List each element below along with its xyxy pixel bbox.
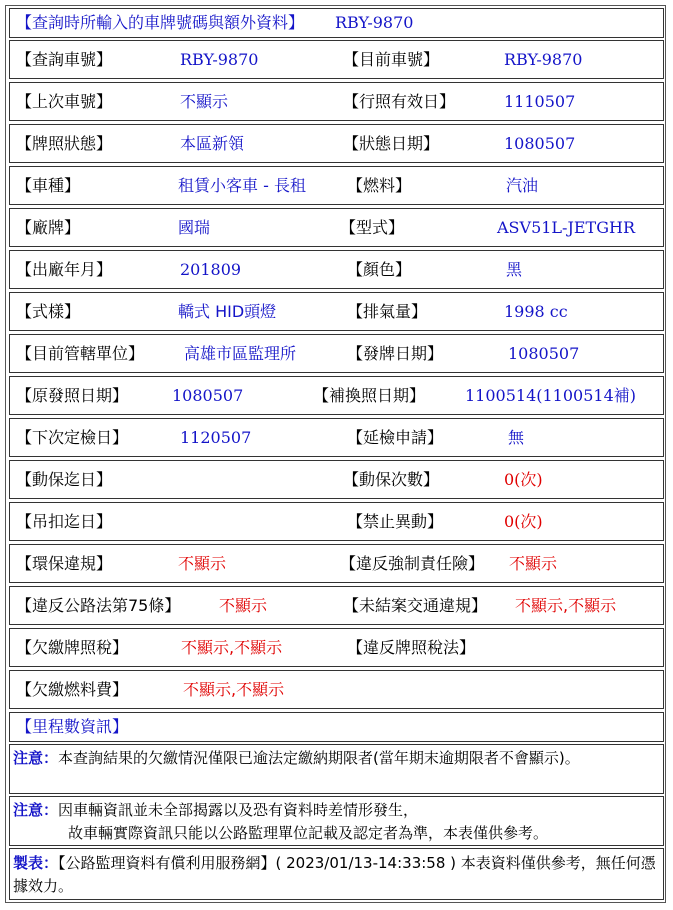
label-environmental: 【環保違規】 — [16, 554, 113, 573]
label-unresolved-violations: 【未結案交通違規】 — [343, 596, 488, 615]
value-reissue-date: 1100514(1100514補) — [465, 386, 637, 405]
row-plate-status — [9, 124, 664, 163]
value-color: 黑 — [506, 260, 523, 279]
label-license-tax: 【欠繳牌照稅】 — [16, 638, 129, 657]
row-suspension-expiry — [9, 502, 664, 541]
note1-label: 注意： — [13, 749, 59, 767]
row-environmental — [9, 544, 664, 583]
value-original-issue: 1080507 — [172, 386, 244, 405]
note-arrears — [9, 744, 664, 794]
value-compulsory-insurance: 不顯示 — [509, 554, 558, 573]
label-issue-date: 【發牌日期】 — [347, 344, 444, 363]
label-chattel-count: 【動保次數】 — [343, 470, 440, 489]
label-vehicle-type: 【車種】 — [16, 176, 81, 195]
value-transfer-ban: 0(次) — [504, 512, 543, 531]
label-previous-plate: 【上次車號】 — [16, 92, 113, 111]
row-body-style — [9, 292, 664, 331]
value-previous-plate: 不顯示 — [180, 92, 229, 111]
row-vehicle-type — [9, 166, 664, 205]
value-manufacture-date: 201809 — [180, 260, 242, 279]
label-chattel-expiry: 【動保迄日】 — [16, 470, 113, 489]
label-original-issue: 【原發照日期】 — [16, 386, 129, 405]
note2-label: 注意： — [13, 801, 59, 819]
label-brand: 【廠牌】 — [16, 218, 81, 237]
row-plate — [9, 40, 664, 79]
header-row — [9, 8, 664, 38]
value-current-plate: RBY-9870 — [504, 50, 583, 69]
label-color: 【顏色】 — [347, 260, 412, 279]
header-title: 【查詢時所輸入的車牌號碼與額外資料】 — [16, 13, 305, 32]
label-plate-status: 【牌照狀態】 — [16, 134, 113, 153]
value-fuel-fee: 不顯示,不顯示 — [183, 680, 285, 699]
label-suspension-expiry: 【吊扣迄日】 — [16, 512, 113, 531]
label-body-style: 【式樣】 — [16, 302, 81, 321]
value-displacement: 1998 cc — [504, 302, 568, 321]
value-model: ASV51L-JETGHR — [497, 218, 636, 237]
label-compulsory-insurance: 【違反強制責任險】 — [340, 554, 485, 573]
label-fuel-fee: 【欠繳燃料費】 — [16, 680, 129, 699]
value-next-inspection: 1120507 — [180, 428, 252, 447]
value-issue-date: 1080507 — [508, 344, 580, 363]
value-unresolved-violations: 不顯示,不顯示 — [515, 596, 617, 615]
value-environmental: 不顯示 — [178, 554, 227, 573]
label-manufacture-date: 【出廠年月】 — [16, 260, 113, 279]
label-license-tax-law: 【違反牌照稅法】 — [347, 638, 476, 657]
label-model: 【型式】 — [340, 218, 405, 237]
label-next-inspection: 【下次定檢日】 — [16, 428, 129, 447]
value-license-tax: 不顯示,不顯示 — [181, 638, 283, 657]
value-license-valid: 1110507 — [504, 92, 576, 111]
row-chattel-expiry — [9, 460, 664, 499]
label-fuel: 【燃料】 — [347, 176, 412, 195]
row-jurisdiction — [9, 334, 664, 373]
footer-label: 製表： — [13, 854, 59, 872]
label-current-plate: 【目前車號】 — [343, 50, 440, 69]
label-reissue-date: 【補換照日期】 — [313, 386, 426, 405]
footer-text: 【公路監理資料有償利用服務網】( 2023/01/13-14:33:58 ) 本表資料僅供參考，無任何憑據效力。 — [13, 854, 656, 895]
row-brand — [9, 208, 664, 247]
header-plate: RBY-9870 — [335, 13, 414, 32]
footer-note — [9, 848, 664, 900]
value-body-style: 轎式 HID頭燈 — [178, 302, 277, 321]
row-highway-act — [9, 586, 664, 625]
row-fuel-fee — [9, 670, 664, 709]
label-query-plate: 【查詢車號】 — [16, 50, 113, 69]
row-mileage — [9, 712, 664, 742]
row-license-tax — [9, 628, 664, 667]
value-brand: 國瑞 — [178, 218, 211, 237]
label-highway-act: 【違反公路法第75條】 — [16, 596, 181, 615]
label-jurisdiction: 【目前管轄單位】 — [16, 344, 145, 363]
note2-line1: 因車輛資訊並未全部揭露以及恐有資料時差情形發生， — [58, 801, 419, 819]
value-inspection-extension: 無 — [508, 428, 525, 447]
value-status-date: 1080507 — [504, 134, 576, 153]
label-transfer-ban: 【禁止異動】 — [347, 512, 444, 531]
label-displacement: 【排氣量】 — [347, 302, 428, 321]
label-inspection-extension: 【延檢申請】 — [347, 428, 444, 447]
note-disclaimer — [9, 796, 664, 846]
value-vehicle-type: 租賃小客車 - 長租 — [178, 176, 306, 195]
value-chattel-count: 0(次) — [504, 470, 543, 489]
value-highway-act: 不顯示 — [219, 596, 268, 615]
label-license-valid: 【行照有效日】 — [343, 92, 456, 111]
value-query-plate: RBY-9870 — [180, 50, 259, 69]
row-next-inspection — [9, 418, 664, 457]
value-plate-status: 本區新領 — [180, 134, 245, 153]
note2-line2: 故車輛實際資訊只能以公路監理單位記載及認定者為準，本表僅供參考。 — [68, 824, 549, 842]
note1-text: 本查詢結果的欠繳情況僅限已逾法定繳納期限者(當年期末逾期限者不會顯示)。 — [58, 749, 580, 767]
value-jurisdiction: 高雄市區監理所 — [184, 344, 297, 363]
mileage-title: 【里程數資訊】 — [16, 717, 129, 736]
row-original-issue — [9, 376, 664, 415]
row-previous-plate — [9, 82, 664, 121]
label-status-date: 【狀態日期】 — [343, 134, 440, 153]
row-manufacture-date — [9, 250, 664, 289]
value-fuel: 汽油 — [506, 176, 539, 195]
